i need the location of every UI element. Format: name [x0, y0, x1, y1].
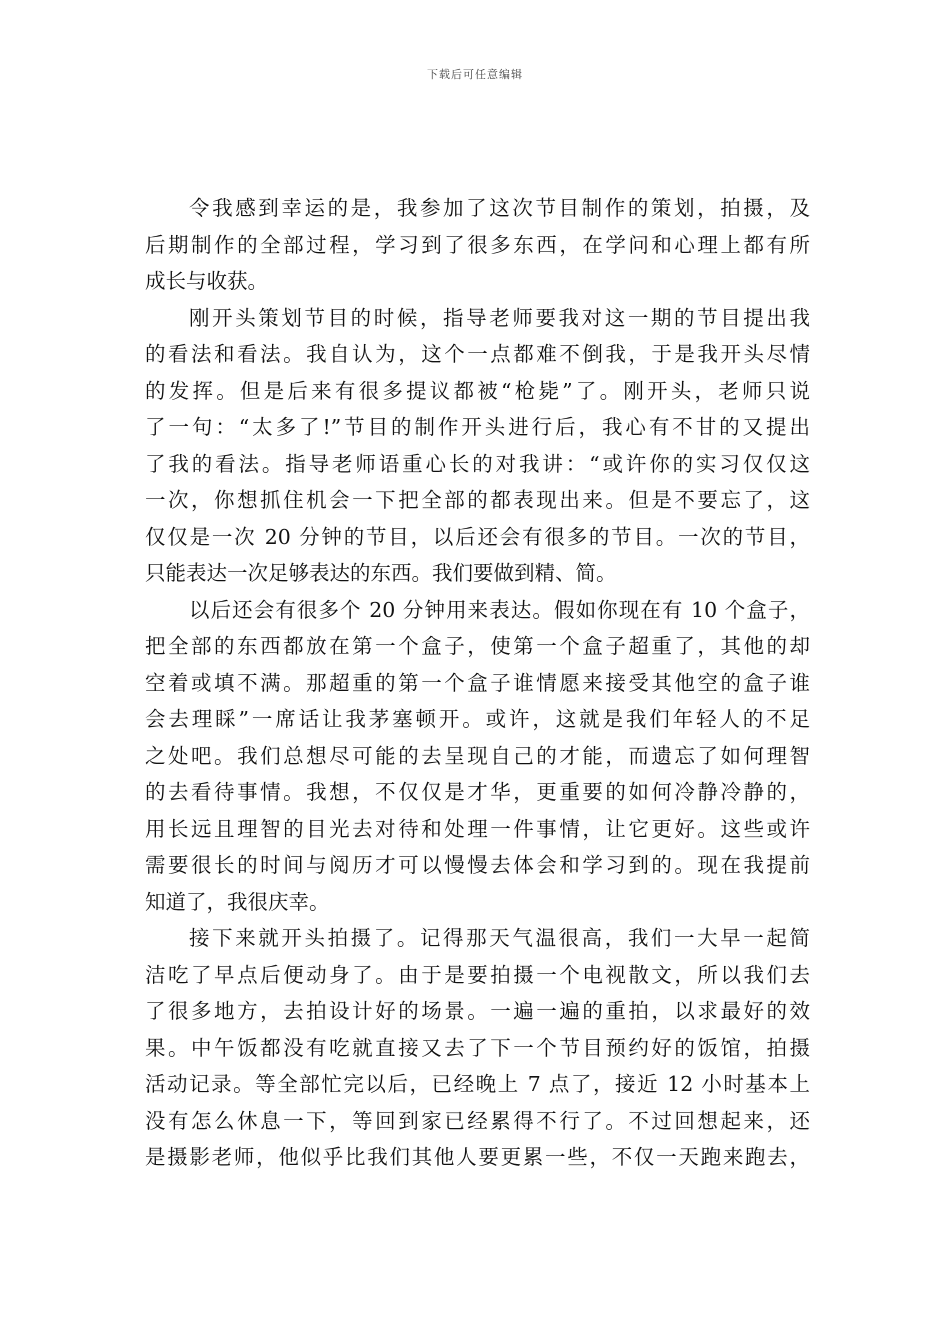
text-line: 的去看待事情。我想，不仅仅是才华，更重要的如何冷静冷静的， [145, 780, 810, 804]
paragraph-2 [145, 300, 810, 592]
text-line: 果。中午饭都没有吃就直接又去了下一个节目预约好的饭馆，拍摄 [145, 1035, 810, 1060]
text-line: 会去理睬”一席话让我茅塞顿开。或许，这就是我们年轻人的不足 [145, 707, 810, 731]
text-line: 活动记录。等全部忙完以后，已经晚上 7 点了，接近 12 小时基本上 [145, 1072, 810, 1096]
text-line: 仅仅是一次 20 分钟的节目，以后还会有很多的节目。一次的节目， [145, 524, 810, 549]
text-line: 后期制作的全部过程，学习到了很多东西，在学问和心理上都有所 [145, 232, 810, 257]
document-body [145, 190, 810, 1176]
text-line: 只能表达一次足够表达的东西。我们要做到精、简。 [145, 561, 617, 585]
text-line: 需要很长的时间与阅历才可以慢慢去体会和学习到的。现在我提前 [145, 853, 810, 877]
text-line: 用长远且理智的目光去对待和处理一件事情，让它更好。这些或许 [145, 816, 810, 841]
text-line: 一次，你想抓住机会一下把全部的都表现出来。但是不要忘了，这 [145, 488, 810, 512]
text-line: 洁吃了早点后便动身了。由于是要拍摄一个电视散文，所以我们去 [145, 962, 810, 987]
paragraph-3 [145, 592, 810, 921]
text-line: 以后还会有很多个 20 分钟用来表达。假如你现在有 10 个盒子， [189, 597, 810, 622]
text-line: 了很多地方，去拍设计好的场景。一遍一遍的重拍，以求最好的效 [145, 999, 810, 1023]
text-line: 了我的看法。指导老师语重心长的对我讲：“或许你的实习仅仅这 [145, 451, 810, 476]
text-line: 把全部的东西都放在第一个盒子，使第一个盒子超重了，其他的却 [145, 634, 810, 658]
text-line: 令我感到幸运的是，我参加了这次节目制作的策划，拍摄，及 [189, 196, 810, 220]
text-line: 是摄影老师，他似乎比我们其他人要更累一些，不仅一天跑来跑去， [145, 1145, 810, 1169]
text-line: 的发挥。但是后来有很多提议都被“枪毙”了。刚开头，老师只说 [145, 378, 810, 403]
text-line: 的看法和看法。我自认为，这个一点都难不倒我，于是我开头尽情 [145, 342, 810, 366]
text-line: 没有怎么休息一下，等回到家已经累得不行了。不过回想起来，还 [145, 1108, 810, 1133]
text-line: 空着或填不满。那超重的第一个盒子谁情愿来接受其他空的盒子谁 [145, 670, 810, 695]
text-line: 接下来就开头拍摄了。记得那天气温很高，我们一大早一起简 [189, 926, 810, 950]
text-line: 之处吧。我们总想尽可能的去呈现自己的才能，而遗忘了如何理智 [145, 743, 810, 768]
paragraph-1 [145, 190, 810, 300]
page-header: 下载后可任意编辑 [427, 68, 523, 81]
text-line: 了一句：“太多了!”节目的制作开头进行后，我心有不甘的又提出 [145, 415, 810, 439]
paragraph-4 [145, 920, 810, 1176]
text-line: 刚开头策划节目的时候，指导老师要我对这一期的节目提出我 [189, 305, 810, 330]
text-line: 知道了，我很庆幸。 [145, 889, 330, 914]
text-line: 成长与收获。 [145, 269, 268, 293]
